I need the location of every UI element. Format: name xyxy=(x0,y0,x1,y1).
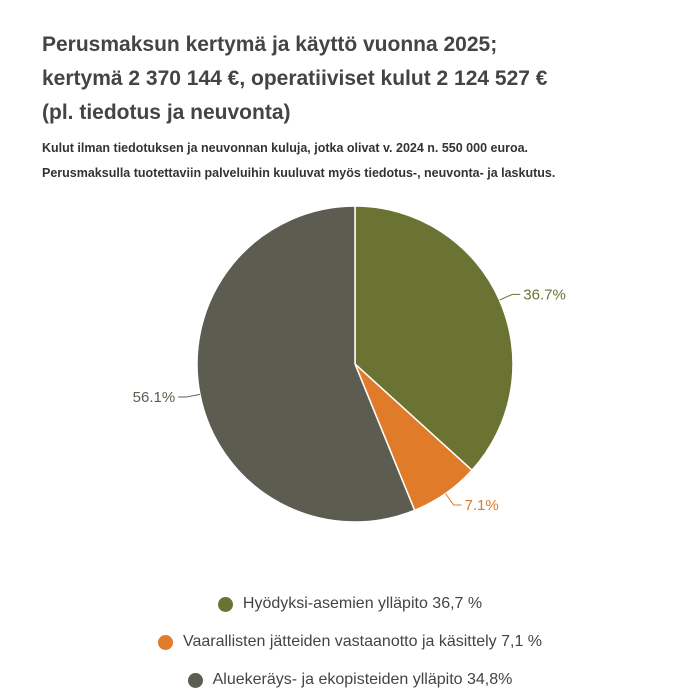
chart-title-line: (pl. tiedotus ja neuvonta) xyxy=(42,101,291,124)
chart-legend xyxy=(0,585,700,699)
legend-label: Aluekeräys- ja ekopisteiden ylläpito 34,8% xyxy=(212,671,513,688)
chart-subtitle-line: Kulut ilman tiedotuksen ja neuvonnan kuluja, jotka olivat v. 2024 n. 550 000 euroa. xyxy=(42,141,529,155)
chart-title-line: Perusmaksun kertymä ja käyttö vuonna 2025; xyxy=(42,33,498,56)
legend-marker-icon xyxy=(188,673,203,688)
chart-subtitle-line: Perusmaksulla tuotettaviin palveluihin kuuluvat myös tiedotus-, neuvonta- ja laskutus. xyxy=(42,166,556,180)
data-label: 7.1% xyxy=(464,496,499,514)
data-label: 36.7% xyxy=(523,286,566,304)
data-label-leader xyxy=(178,394,200,397)
data-label-leader xyxy=(499,294,520,300)
legend-label: Hyödyksi-asemien ylläpito 36,7 % xyxy=(242,595,483,612)
legend-marker-icon xyxy=(218,597,233,612)
legend-marker-icon xyxy=(158,635,173,650)
legend-item[interactable] xyxy=(0,623,700,661)
chart-title-line: kertymä 2 370 144 €, operatiiviset kulut 2 124 527 € xyxy=(42,67,548,90)
legend-label: Vaarallisten jätteiden vastaanotto ja käsittely 7,1 % xyxy=(182,633,543,650)
legend-item[interactable] xyxy=(0,661,700,699)
legend-item[interactable] xyxy=(0,585,700,623)
data-label-leader xyxy=(446,493,462,504)
data-label: 56.1% xyxy=(132,389,176,407)
